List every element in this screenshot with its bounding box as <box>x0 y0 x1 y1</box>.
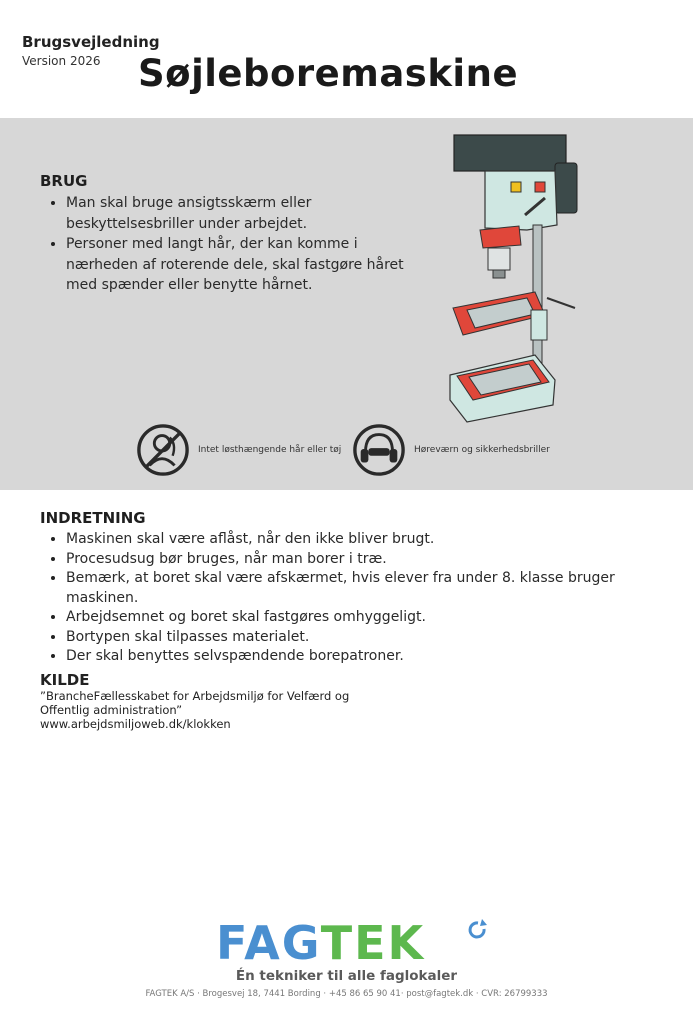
indretning-list <box>40 530 660 667</box>
pictogram-caption: Intet løsthængende hår eller tøj <box>198 445 342 455</box>
source-line-2: Offentlig administration” <box>40 703 183 717</box>
tagline: Én tekniker til alle faglokaler <box>235 968 458 984</box>
refresh-icon <box>470 919 487 937</box>
source-url: www.arbejdsmiljoweb.dk/klokken <box>40 717 231 731</box>
guide-label: Brugsvejledning <box>22 33 160 51</box>
list-item: • Bemærk, at boret skal være afskærmet, hvis elever fra under 8. klasse bruger maskinen. <box>66 569 660 608</box>
ear-and-eye-protection-icon <box>352 423 406 477</box>
list-item: • Bortypen skal tilpasses materialet. <box>66 628 660 648</box>
indretning-heading: INDRETNING <box>40 509 146 527</box>
company-footer: FAGTEK A/S · Brogesvej 18, 7441 Bording · +45 86 65 90 41· post@fagtek.dk · CVR: 26799333 <box>145 989 548 999</box>
list-item: • Man skal bruge ansigtsskærm eller beskyttelsesbriller under arbejdet. <box>66 193 420 234</box>
kilde-section <box>40 673 440 731</box>
list-item: • Procesudsug bør bruges, når man borer i træ. <box>66 550 660 570</box>
drill-press-illustration <box>445 130 585 425</box>
indretning-section <box>40 509 660 667</box>
no-loose-hair-icon <box>136 423 190 477</box>
svg-text:FAGTEK: FAGTEK <box>216 916 426 965</box>
brug-list <box>40 193 420 296</box>
brug-heading: BRUG <box>40 172 88 190</box>
fagtek-logo <box>216 915 496 965</box>
pictogram-hair <box>136 422 341 478</box>
page-title: Søjleboremaskine <box>138 52 519 95</box>
list-item: • Maskinen skal være aflåst, når den ikke bliver brugt. <box>66 530 660 550</box>
list-item: • Der skal benyttes selvspændende borepatroner. <box>66 647 660 667</box>
list-item: • Arbejdsemnet og boret skal fastgøres omhyggeligt. <box>66 608 660 628</box>
pictogram-caption: Høreværn og sikkerhedsbriller <box>414 445 550 455</box>
brug-section <box>40 172 420 296</box>
list-item: • Personer med langt hår, der kan komme i nærheden af roterende dele, skal fastgøre håret med spænder eller benytte hårnet. <box>66 234 420 296</box>
version-label: Version 2026 <box>22 54 101 68</box>
kilde-heading: KILDE <box>40 671 90 689</box>
source-line-1: ”BrancheFællesskabet for Arbejdsmiljø for Velfærd og <box>40 689 350 703</box>
pictogram-protection <box>352 422 550 478</box>
